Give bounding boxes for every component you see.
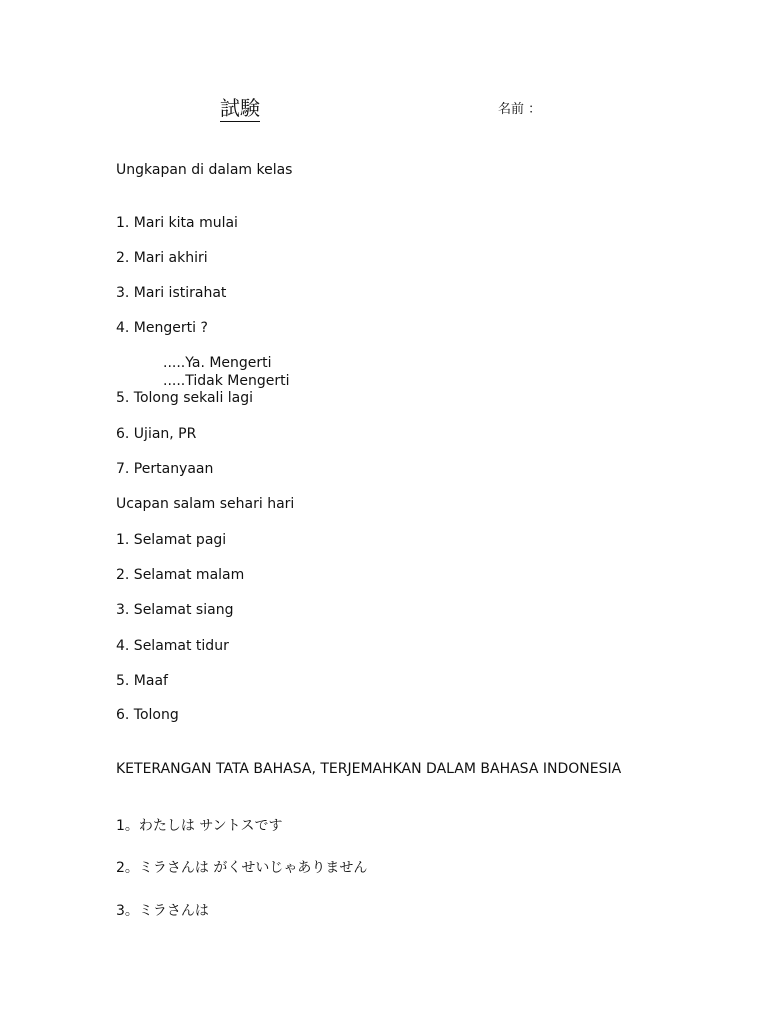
list-subitem: .....Ya. Mengerti [163, 355, 272, 371]
name-field-label: 名前 ： [498, 102, 542, 117]
section-heading-greetings: Ucapan salam sehari hari [116, 496, 295, 512]
list-subitem: .....Tidak Mengerti [163, 373, 290, 389]
question-item: 2。ミラさんは がくせいじゃありません [116, 860, 368, 876]
list-item: 5. Tolong sekali lagi [116, 390, 254, 406]
list-item: 1. Mari kita mulai [116, 215, 238, 231]
list-item: 3. Selamat siang [116, 602, 234, 618]
list-item: 4. Selamat tidur [116, 638, 229, 654]
list-item: 2. Mari akhiri [116, 250, 208, 266]
list-item: 6. Tolong [116, 707, 179, 723]
question-item: 3。ミラさんは [116, 903, 209, 919]
list-item: 6. Ujian, PR [116, 426, 197, 442]
question-item: 1。わたしは サントスです [116, 818, 283, 834]
list-item: 3. Mari istirahat [116, 285, 227, 301]
section-heading-classroom: Ungkapan di dalam kelas [116, 162, 293, 178]
section-heading-grammar: KETERANGAN TATA BAHASA, TERJEMAHKAN DALAM BAHASA INDONESIA [116, 761, 622, 777]
list-item: 5. Maaf [116, 673, 168, 689]
list-item: 2. Selamat malam [116, 567, 245, 583]
page-title: 試験 [220, 96, 260, 120]
list-item: 4. Mengerti ? [116, 320, 208, 336]
list-item: 7. Pertanyaan [116, 461, 214, 477]
list-item: 1. Selamat pagi [116, 532, 227, 548]
